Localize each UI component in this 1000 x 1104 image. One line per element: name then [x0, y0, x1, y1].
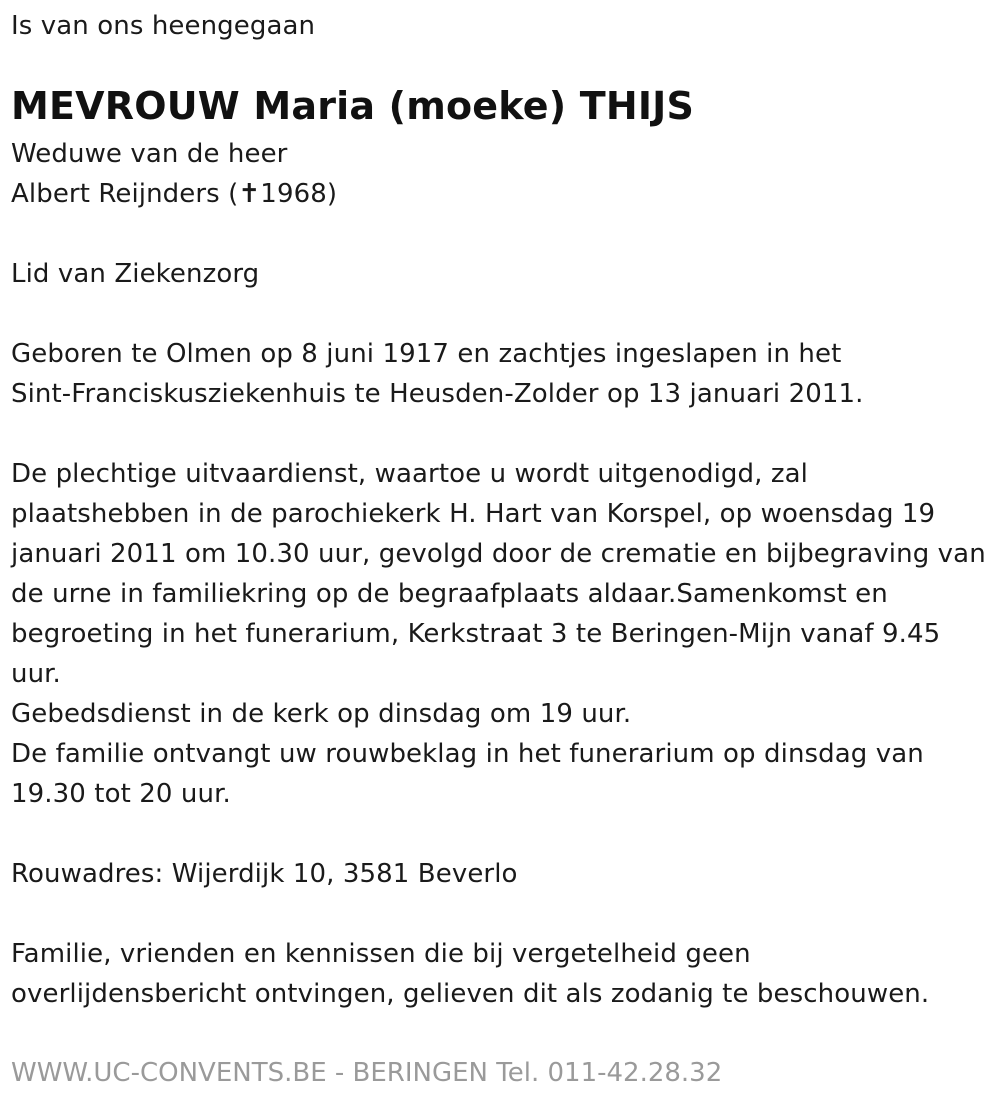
spouse-block: [11, 134, 337, 214]
ceremony-line: de urne in familiekring op de begraafplaats aldaar.Samenkomst en: [11, 579, 888, 609]
deceased-name: MEVROUW Maria (moeke) THIJS: [11, 84, 695, 128]
birth-death-block: [11, 334, 864, 414]
notice-line: Familie, vrienden en kennissen die bij vergetelheid geen: [11, 939, 751, 969]
ceremony-line: januari 2011 om 10.30 uur, gevolgd door de crematie en bijbegraving van: [11, 539, 986, 569]
birth-death-line: Geboren te Olmen op 8 juni 1917 en zachtjes ingeslapen in het: [11, 339, 842, 369]
spouse-line-1: Weduwe van de heer: [11, 139, 288, 169]
birth-death-line: Sint-Franciskusziekenhuis te Heusden-Zolder op 13 januari 2011.: [11, 379, 864, 409]
intro-text: Is van ons heengegaan: [11, 11, 316, 41]
ceremony-block: [11, 454, 986, 814]
ceremony-line: Gebedsdienst in de kerk op dinsdag om 19 uur.: [11, 699, 632, 729]
notice-block: [11, 934, 929, 1014]
address-block: [11, 854, 518, 894]
address-text: Rouwadres: Wijerdijk 10, 3581 Beverlo: [11, 859, 518, 889]
membership-block: [11, 254, 259, 294]
ceremony-line: begroeting in het funerarium, Kerkstraat 3 te Beringen-Mijn vanaf 9.45: [11, 619, 941, 649]
ceremony-line: De plechtige uitvaardienst, waartoe u wordt uitgenodigd, zal: [11, 459, 808, 489]
ceremony-line: 19.30 tot 20 uur.: [11, 779, 231, 809]
ceremony-line: De familie ontvangt uw rouwbeklag in het funerarium op dinsdag van: [11, 739, 924, 769]
ceremony-line: uur.: [11, 659, 61, 689]
footer-credit: WWW.UC-CONVENTS.BE - BERINGEN Tel. 011-42.28.32: [11, 1058, 723, 1088]
spouse-line-2: Albert Reijnders (✝1968): [11, 179, 338, 209]
notice-line: overlijdensbericht ontvingen, gelieven dit als zodanig te beschouwen.: [11, 979, 930, 1009]
membership-text: Lid van Ziekenzorg: [11, 259, 260, 289]
ceremony-line: plaatshebben in de parochiekerk H. Hart van Korspel, op woensdag 19: [11, 499, 936, 529]
